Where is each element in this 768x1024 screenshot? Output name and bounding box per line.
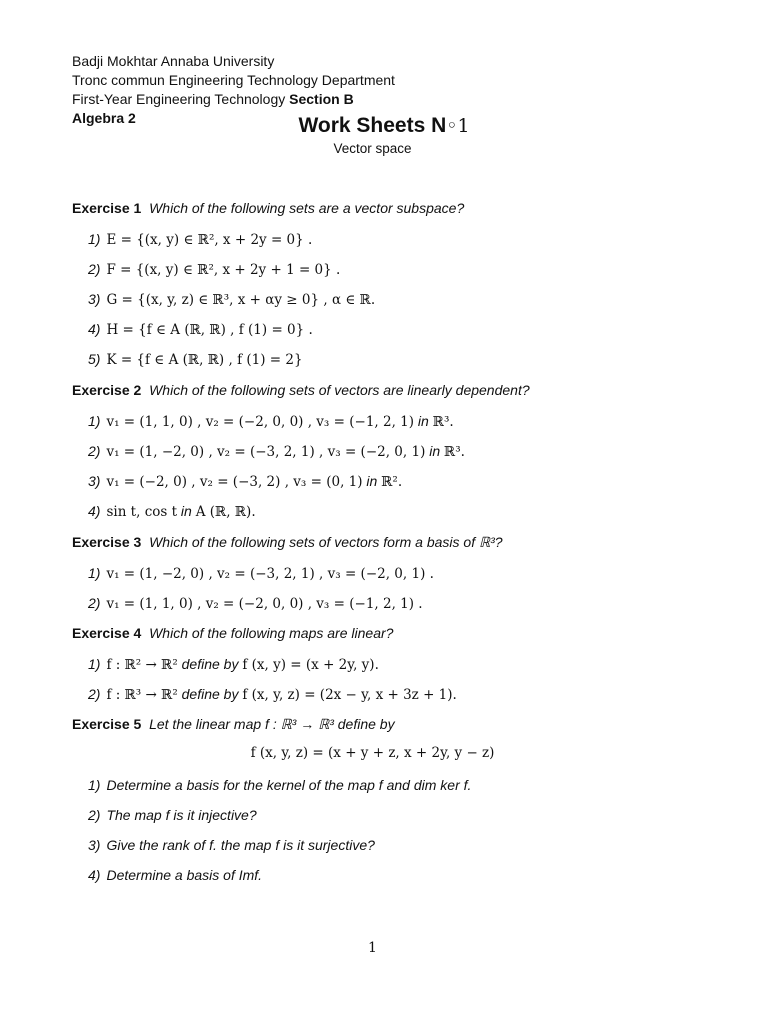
item-math: G = {(x, y, z) ∈ ℝ³, x + αy ≥ 0} , α ∈ ℝ.: [106, 292, 376, 308]
exercise-3-item-2: [88, 595, 423, 612]
item-math: sin t, cos t: [106, 504, 178, 520]
item-tail: ℝ².: [381, 474, 403, 490]
exercise-4-item-2: [88, 686, 457, 703]
page-number: 1: [368, 940, 377, 956]
item-word: in: [177, 503, 196, 519]
item-math: v₁ = (1, 1, 0) , v₂ = (−2, 0, 0) , v₃ = (−1, 2, 1) .: [106, 596, 423, 612]
page-subtitle: Vector space: [333, 141, 412, 156]
exercise-question: Which of the following sets of vectors form a basis of ℝ³?: [149, 534, 503, 550]
exercise-label: Exercise 4: [72, 625, 142, 641]
department-name: Tronc commun Engineering Technology Department: [72, 72, 395, 88]
exercise-label: Exercise 2: [72, 382, 142, 398]
exercise-1-item-3: [88, 291, 375, 308]
item-word: define by: [177, 686, 243, 702]
item-tail: A (ℝ, ℝ).: [195, 504, 256, 520]
item-tail: f (x, y, z) = (2x − y, x + 3z + 1).: [242, 687, 457, 703]
exercise-5-item-3: [88, 837, 375, 853]
item-math: v₁ = (1, −2, 0) , v₂ = (−3, 2, 1) , v₃ = (−2, 0, 1) .: [106, 566, 434, 582]
exercise-question: Which of the following maps are linear?: [149, 625, 394, 641]
course-name: Algebra 2: [72, 110, 136, 126]
exercise-5-item-4: [88, 867, 262, 883]
item-math: v₁ = (1, −2, 0) , v₂ = (−3, 2, 1) , v₃ = (−2, 0, 1): [106, 444, 426, 460]
item-math: F = {(x, y) ∈ ℝ², x + 2y + 1 = 0} .: [106, 262, 341, 278]
exercise-2-item-4: [88, 503, 256, 520]
item-number: 1): [88, 656, 101, 672]
item-word: in: [414, 413, 433, 429]
item-number: 1): [88, 777, 101, 793]
exercise-4-item-1: [88, 656, 379, 673]
exercise-1-item-1: [88, 231, 312, 248]
item-text: Determine a basis of Imf.: [106, 867, 263, 883]
page-title: [0, 114, 768, 138]
exercise-2-heading: [72, 382, 530, 398]
title-main: Work Sheets N: [298, 114, 447, 137]
item-math: v₁ = (1, 1, 0) , v₂ = (−2, 0, 0) , v₃ = (−1, 2, 1): [106, 414, 415, 430]
exercise-2-item-1: [88, 413, 454, 430]
exercise-1-item-5: [88, 351, 303, 368]
exercise-5-heading: [72, 716, 395, 733]
item-number: 2): [88, 261, 101, 277]
item-math: K = {f ∈ A (ℝ, ℝ) , f (1) = 2}: [106, 352, 303, 368]
item-number: 3): [88, 473, 101, 489]
item-number: 3): [88, 291, 101, 307]
item-math: v₁ = (−2, 0) , v₂ = (−3, 2) , v₃ = (0, 1): [106, 474, 363, 490]
item-text: Give the rank of f. the map f is it surjective?: [106, 837, 375, 853]
exercise-1-item-4: [88, 321, 313, 338]
item-word: in: [362, 473, 382, 489]
section-label: Section B: [289, 91, 354, 107]
year-text: First-Year Engineering Technology: [72, 91, 290, 107]
item-number: 2): [88, 443, 101, 459]
item-math: f : ℝ³ → ℝ²: [106, 687, 178, 703]
exercise-label: Exercise 5: [72, 716, 142, 732]
year-section-line: [72, 90, 395, 109]
item-math: f : ℝ² → ℝ²: [106, 657, 178, 673]
item-number: 2): [88, 595, 101, 611]
item-word: in: [425, 443, 445, 459]
item-text: The map f is it injective?: [106, 807, 257, 823]
exercise-3-heading: [72, 534, 503, 551]
exercise-1-heading: [72, 200, 464, 216]
exercise-5-item-1: [88, 777, 471, 793]
item-number: 2): [88, 686, 101, 702]
exercise-5-item-2: [88, 807, 257, 823]
item-number: 2): [88, 807, 101, 823]
exercise-2-item-3: [88, 473, 402, 490]
title-number: ◦1: [446, 115, 470, 137]
item-number: 1): [88, 413, 101, 429]
item-number: 4): [88, 503, 101, 519]
item-word: define by: [177, 656, 243, 672]
exercise-question: Which of the following sets of vectors are linearly dependent?: [149, 382, 530, 398]
item-tail: f (x, y) = (x + 2y, y).: [242, 657, 379, 673]
item-number: 1): [88, 231, 101, 247]
exercise-1-item-2: [88, 261, 340, 278]
item-number: 3): [88, 837, 101, 853]
exercise-question: Let the linear map f : ℝ³ → ℝ³ define by: [149, 716, 395, 732]
item-tail: ℝ³.: [444, 444, 465, 460]
exercise-4-heading: [72, 625, 393, 641]
exercise-question: Which of the following sets are a vector subspace?: [149, 200, 465, 216]
item-tail: ℝ³.: [432, 414, 454, 430]
item-math: H = {f ∈ A (ℝ, ℝ) , f (1) = 0} .: [106, 322, 313, 338]
item-number: 5): [88, 351, 101, 367]
exercise-2-item-2: [88, 443, 465, 460]
exercise-5-equation: f (x, y, z) = (x + y + z, x + 2y, y − z): [250, 745, 495, 761]
university-name: Badji Mokhtar Annaba University: [72, 53, 275, 69]
item-number: 4): [88, 321, 101, 337]
exercise-3-item-1: [88, 565, 434, 582]
item-math: E = {(x, y) ∈ ℝ², x + 2y = 0} .: [106, 232, 313, 248]
item-number: 1): [88, 565, 101, 581]
exercise-label: Exercise 3: [72, 534, 142, 550]
exercise-label: Exercise 1: [72, 200, 142, 216]
item-number: 4): [88, 867, 101, 883]
item-text: Determine a basis for the kernel of the map f and dim ker f.: [106, 777, 472, 793]
